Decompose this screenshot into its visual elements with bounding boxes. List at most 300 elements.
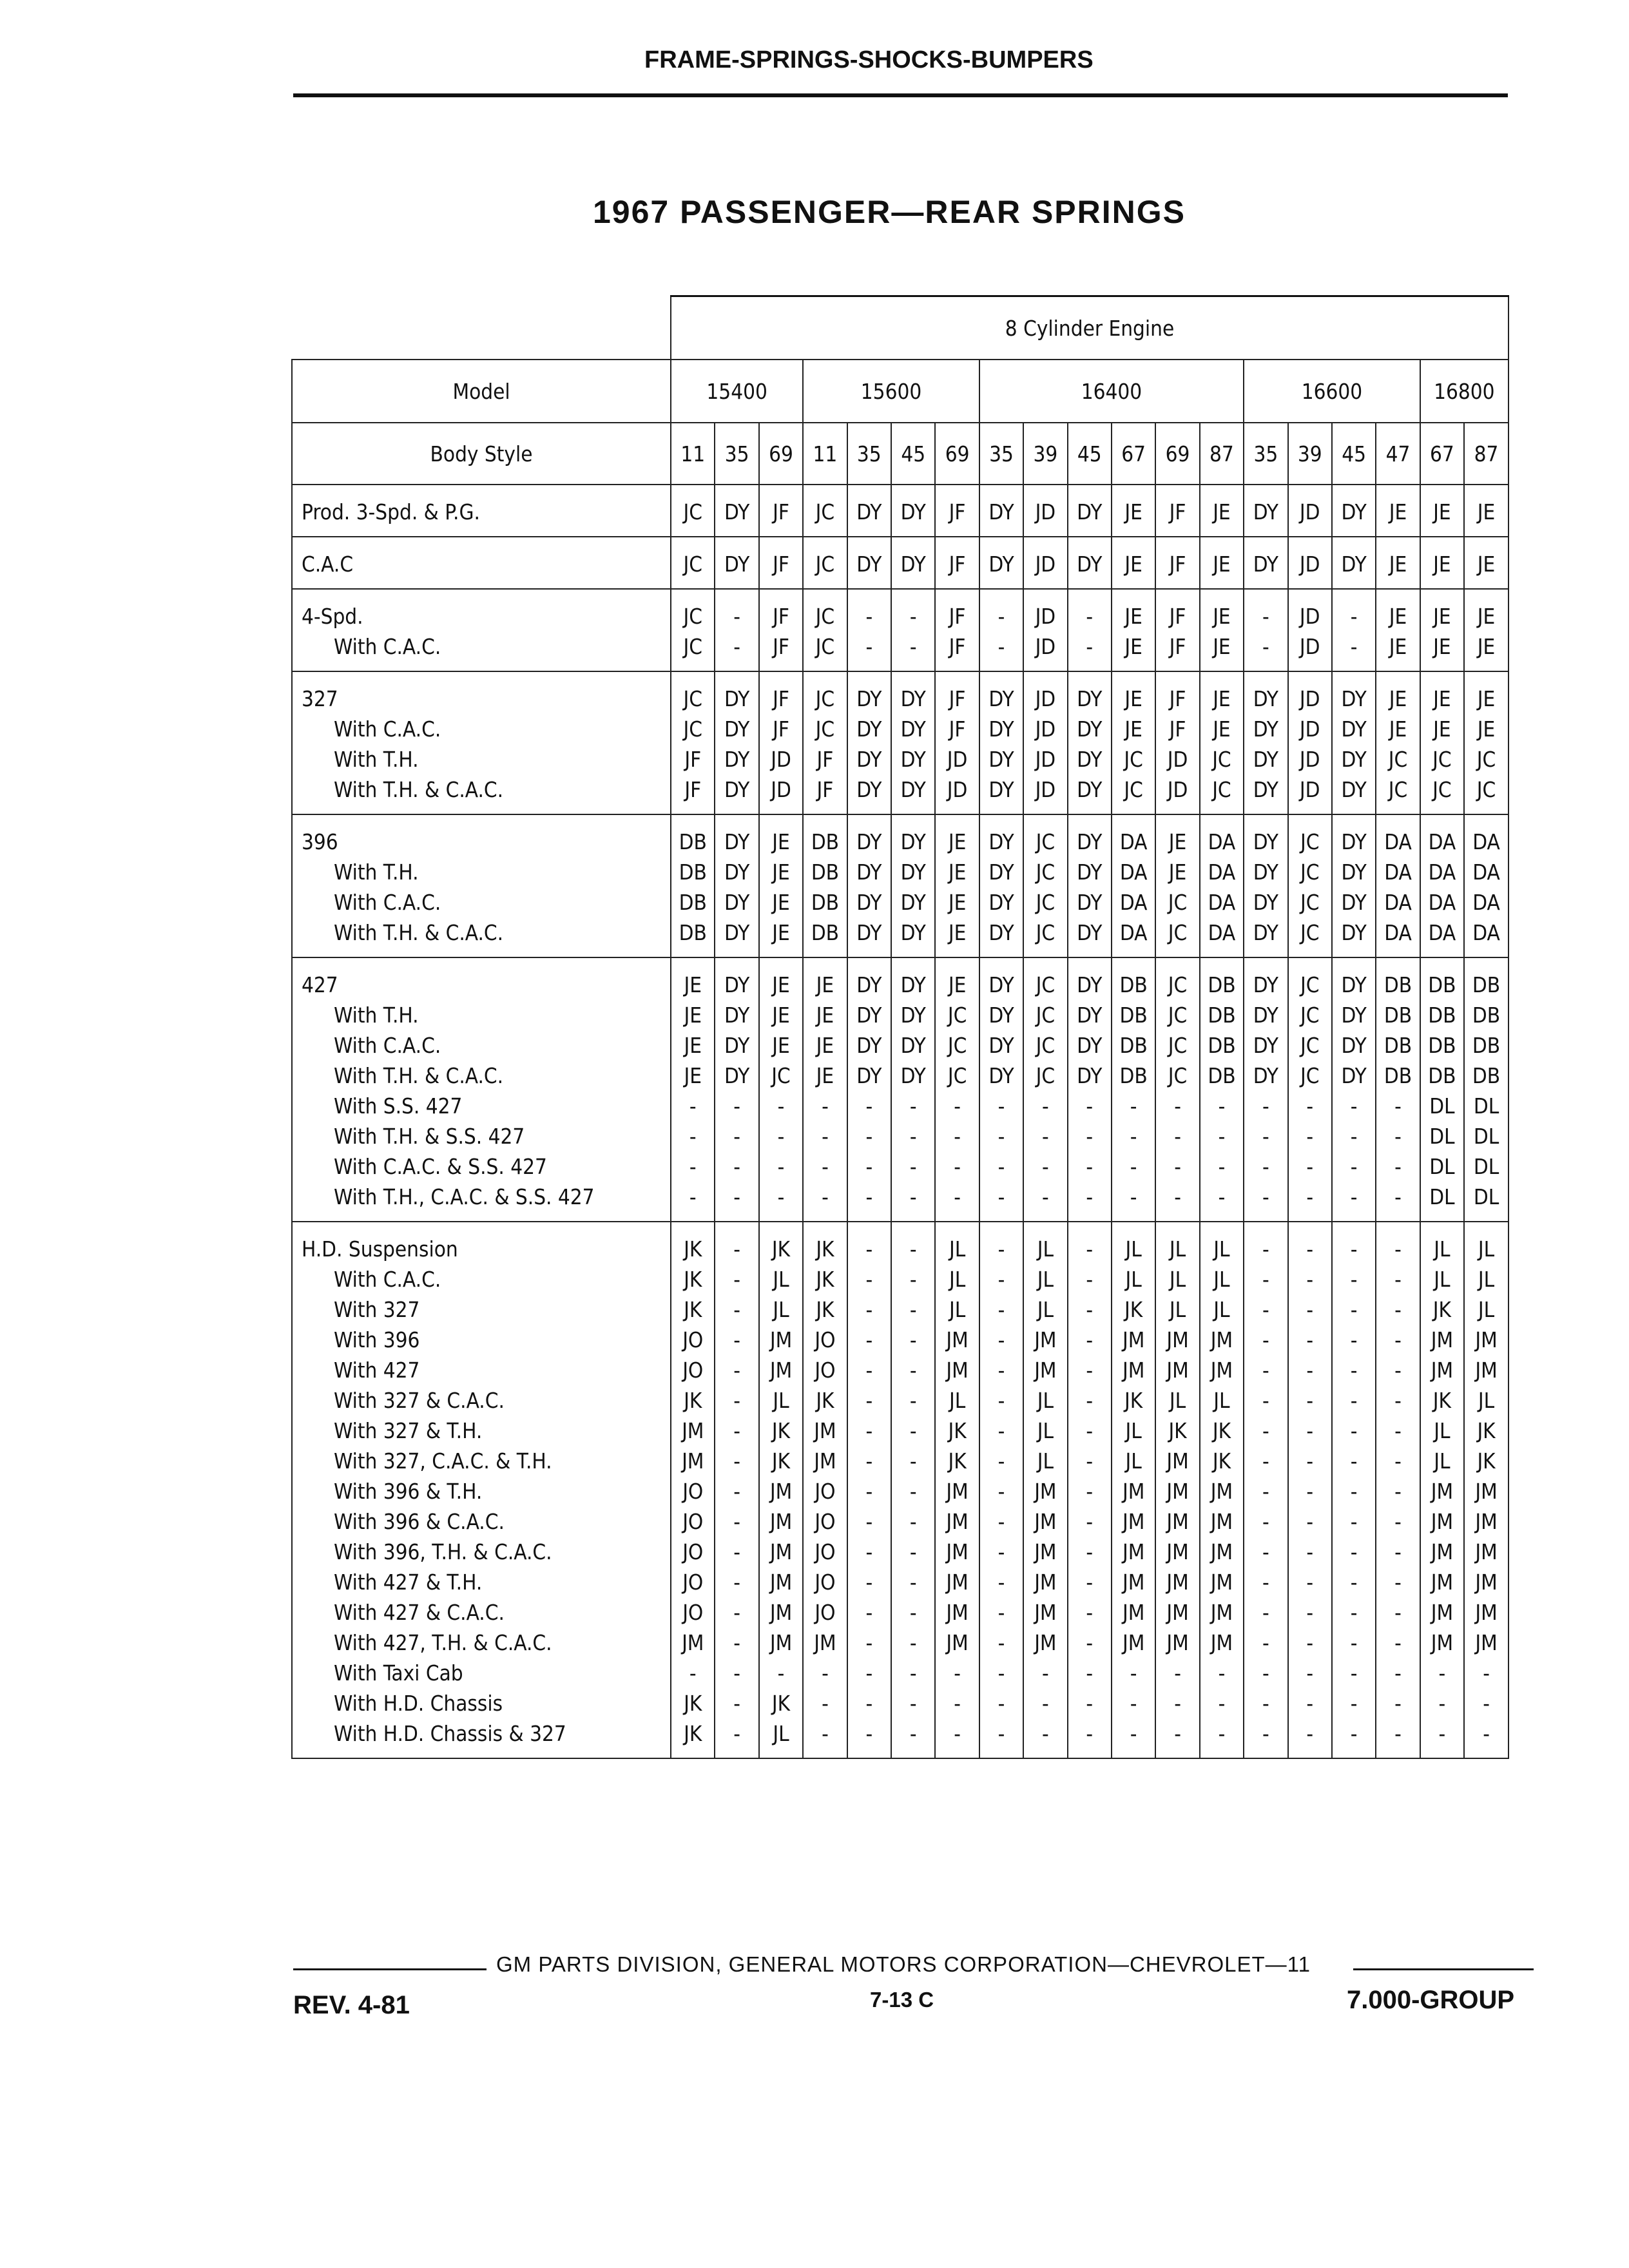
spring-code: JF [773,716,789,742]
spring-code: - [998,1297,1005,1322]
spring-code: JM [1166,1539,1189,1564]
spring-code-cell [1200,957,1244,1222]
row-label-line: With H.D. Chassis & 327 [334,1721,566,1746]
spring-code-cell [1376,814,1420,957]
spring-code-cell [891,814,935,957]
spring-code: JF [773,634,789,659]
spring-code: - [733,1691,740,1716]
spring-code: JE [1213,499,1231,524]
row-label-line: 4-Spd. [302,604,363,629]
spring-code: JC [1036,1003,1055,1028]
spring-code-cell [1464,589,1509,671]
spring-code: JL [1434,1236,1451,1262]
spring-code: - [998,1600,1005,1625]
spring-code: JL [773,1721,789,1746]
spring-code: JM [1210,1570,1233,1595]
spring-code-cell [979,537,1023,589]
spring-code-cell [715,537,758,589]
spring-code: JC [683,686,702,711]
spring-code: JM [1475,1539,1498,1564]
spring-code: JK [1124,1388,1143,1413]
spring-code: - [1262,634,1269,659]
spring-code: JM [946,1539,969,1564]
spring-code: JC [1036,1033,1055,1058]
spring-code: JO [815,1327,836,1352]
spring-code-cell [1332,957,1376,1222]
spring-code: JE [772,972,790,997]
spring-code-cell [1112,814,1155,957]
spring-code: JL [1037,1448,1054,1474]
spring-code: - [909,1600,917,1625]
spring-code: JM [1122,1509,1145,1534]
spring-code: - [1394,1691,1402,1716]
spring-code: DB [1208,972,1236,997]
table-row [292,485,1509,537]
spring-code: DB [1472,1003,1501,1028]
spring-code: - [733,1154,740,1179]
spring-code: JM [1431,1570,1454,1595]
spring-code: - [909,1539,917,1564]
spring-code-cell [1376,1222,1420,1758]
spring-code: JE [948,920,967,945]
spring-code: - [909,634,917,659]
spring-code: JL [1434,1448,1451,1474]
spring-code: JM [769,1630,793,1655]
spring-code-cell [1244,589,1287,671]
model-16400: 16400 [979,360,1244,423]
spring-code: - [1350,1539,1358,1564]
spring-code: JM [769,1479,793,1504]
spring-code: - [777,1660,785,1686]
spring-code: - [733,1479,740,1504]
spring-code: DY [988,686,1014,711]
spring-code: JF [949,686,966,711]
spring-code: JK [1432,1388,1451,1413]
spring-code: JC [815,716,835,742]
spring-code: - [733,1327,740,1352]
spring-code: JD [1035,552,1056,577]
spring-code: - [1174,1154,1181,1179]
spring-code: JK [771,1418,791,1443]
spring-code-cell [847,957,891,1222]
spring-code: - [733,634,740,659]
spring-code: - [865,1267,873,1292]
spring-code-cell [891,1222,935,1758]
spring-code: - [865,1448,873,1474]
spring-code: - [998,1509,1005,1534]
spring-code: - [1394,1358,1402,1383]
spring-code-cell [935,589,979,671]
spring-code: JC [1300,920,1320,945]
spring-code: JM [769,1570,793,1595]
spring-code-cell [1376,537,1420,589]
spring-code: JD [1299,634,1320,659]
spring-code: DY [900,499,926,524]
spring-code: JO [815,1479,836,1504]
spring-code: JF [684,747,702,772]
spring-code: JF [816,747,834,772]
spring-code: JM [1166,1600,1189,1625]
spring-code: - [733,1297,740,1322]
spring-code: - [1394,1297,1402,1322]
spring-code: - [733,1388,740,1413]
spring-code: JE [772,1003,790,1028]
spring-code: - [822,1721,829,1746]
spring-code: DY [900,686,926,711]
spring-code: - [1086,1479,1094,1504]
spring-code: - [998,1327,1005,1352]
spring-code: DY [724,552,750,577]
spring-code: - [733,1570,740,1595]
row-label-line: With C.A.C. & S.S. 427 [334,1154,547,1179]
spring-code: - [1350,1327,1358,1352]
spring-code: JF [773,499,789,524]
spring-code: JE [816,1003,834,1028]
spring-code: DB [1119,1003,1148,1028]
spring-code: - [865,1358,873,1383]
spring-code: - [865,1236,873,1262]
spring-code: JE [1389,552,1407,577]
spring-code: - [909,1660,917,1686]
spring-code: - [822,1154,829,1179]
table-row [292,957,1509,1222]
spring-code: - [865,1093,873,1119]
spring-code: - [1438,1660,1446,1686]
spring-code: JM [1431,1327,1454,1352]
spring-code: - [1218,1093,1226,1119]
spring-code: - [1262,1600,1269,1625]
spring-code: - [733,1721,740,1746]
spring-code: JM [1475,1630,1498,1655]
spring-code: DB [811,860,840,885]
spring-code: JK [816,1297,834,1322]
spring-code: JL [949,1236,966,1262]
spring-code: - [1306,1660,1314,1686]
spring-code-cell [1244,814,1287,957]
spring-code-cell [1420,589,1464,671]
row-label-line: Prod. 3-Spd. & P.G. [302,499,480,524]
spring-code: JO [682,1327,704,1352]
spring-code: JE [1124,686,1142,711]
spring-code-cell [891,671,935,814]
spring-code: - [1086,604,1094,629]
spring-code: DY [1341,829,1367,854]
spring-code: JE [684,1063,702,1088]
spring-code: JE [816,1033,834,1058]
spring-code: JM [682,1418,704,1443]
body-style-67: 67 [1112,423,1155,485]
footer-text: GM PARTS DIVISION, GENERAL MOTORS CORPORATION—CHEVROLET—11 [496,1952,1311,1976]
spring-code: JC [683,716,702,742]
spring-code-cell [979,1222,1023,1758]
spring-code-cell [671,814,715,957]
spring-code: JD [1167,747,1188,772]
row-label-line: With T.H. & S.S. 427 [334,1124,525,1149]
spring-code: - [1086,1327,1094,1352]
spring-code-cell [1244,957,1287,1222]
spring-code: DA [1208,920,1236,945]
spring-code: - [1262,1154,1269,1179]
spring-code: JE [1389,604,1407,629]
spring-code-cell [803,485,847,537]
spring-code-cell [759,957,803,1222]
spring-code: - [1483,1691,1490,1716]
spring-code: JD [1299,499,1320,524]
spring-code: - [1218,1660,1226,1686]
body-style-45: 45 [1068,423,1112,485]
spring-code: JD [1035,716,1056,742]
spring-code: JL [1037,1418,1054,1443]
spring-code: DY [1341,747,1367,772]
spring-code: - [1086,1418,1094,1443]
spring-code: JC [1168,1003,1188,1028]
spring-code: - [689,1124,697,1149]
spring-code: - [1262,1124,1269,1149]
spring-code: - [733,604,740,629]
spring-code: JM [769,1539,793,1564]
spring-code: - [1174,1660,1181,1686]
spring-code: JM [682,1448,704,1474]
spring-code: JL [1169,1267,1186,1292]
row-label-line: With 427 & T.H. [334,1570,483,1595]
spring-code: JM [769,1358,793,1383]
spring-code: DY [900,860,926,885]
footer-rule-right [1353,1968,1534,1970]
spring-code: - [1262,1297,1269,1322]
spring-code-cell [1068,485,1112,537]
spring-code: - [909,1388,917,1413]
spring-code: - [1350,1509,1358,1534]
spring-code: - [954,1721,961,1746]
spring-code: JE [1477,716,1496,742]
spring-code: - [954,1154,961,1179]
spring-code: DY [988,747,1014,772]
spring-code: DY [900,716,926,742]
spring-code: DY [724,1033,750,1058]
spring-code: - [1350,1448,1358,1474]
spring-code: DB [1472,1063,1501,1088]
spring-code-cell [1200,1222,1244,1758]
spring-code: DB [1208,1063,1236,1088]
spring-code: - [1174,1184,1181,1209]
spring-code: JK [1477,1448,1496,1474]
spring-code: JK [1168,1418,1187,1443]
spring-code-cell [1288,814,1332,957]
spring-code: JK [684,1267,702,1292]
spring-code: JE [948,972,967,997]
spring-code-cell [1288,589,1332,671]
spring-code: DB [811,890,840,915]
spring-code: JF [949,604,966,629]
spring-code: - [1306,1630,1314,1655]
spring-code: DL [1473,1124,1499,1149]
spring-code: JK [684,1691,702,1716]
spring-code: - [1262,604,1269,629]
spring-code: DY [900,777,926,802]
spring-code: DL [1429,1124,1455,1149]
spring-code: - [1306,1509,1314,1534]
spring-code: JM [814,1448,836,1474]
spring-code-cell [1155,671,1199,814]
spring-code: JD [1035,777,1056,802]
row-label-line: With 396 & C.A.C. [334,1509,505,1534]
spring-code: JM [1122,1630,1145,1655]
spring-code: DY [1077,890,1103,915]
spring-code-cell [671,671,715,814]
spring-code-cell [1464,814,1509,957]
spring-code: - [865,1388,873,1413]
spring-code: - [1306,1721,1314,1746]
spring-code: JE [1389,686,1407,711]
spring-code: DY [900,920,926,945]
spring-code: JE [1433,499,1451,524]
spring-code-cell [1244,671,1287,814]
spring-code: - [865,1570,873,1595]
spring-code: JL [1037,1267,1054,1292]
spring-code: - [1086,1660,1094,1686]
spring-code: JE [684,972,702,997]
spring-code: JF [684,777,702,802]
body-style-35: 35 [715,423,758,485]
spring-code: - [1086,634,1094,659]
spring-code: - [865,604,873,629]
spring-code: - [1262,1358,1269,1383]
spring-code: DB [1428,1063,1456,1088]
spring-code: JF [1169,604,1186,629]
spring-code: - [909,1236,917,1262]
spring-code: JE [772,829,790,854]
spring-code: DY [900,1033,926,1058]
spring-code: - [909,1479,917,1504]
spring-code-cell [847,1222,891,1758]
spring-code: - [1350,1388,1358,1413]
spring-code: - [865,1509,873,1534]
body-style-69: 69 [1155,423,1199,485]
spring-code: JL [1213,1388,1230,1413]
spring-code: JE [1477,499,1496,524]
spring-code: JM [946,1358,969,1383]
spring-code: JF [949,716,966,742]
spring-code: DB [1208,1033,1236,1058]
spring-code: - [998,1184,1005,1209]
spring-code-cell [715,814,758,957]
spring-code: DB [679,860,707,885]
spring-code: JM [1122,1479,1145,1504]
spring-code: JC [815,499,835,524]
spring-code: - [822,1691,829,1716]
spring-code: JF [949,552,966,577]
spring-code: JL [1434,1418,1451,1443]
spring-code: - [1130,1093,1137,1119]
spring-code: - [777,1093,785,1119]
spring-code: JC [1036,920,1055,945]
spring-code: JF [773,604,789,629]
spring-code: - [865,1630,873,1655]
body-style-35: 35 [847,423,891,485]
spring-code: - [1262,1479,1269,1504]
spring-code: JD [1299,716,1320,742]
spring-code: DA [1384,829,1412,854]
spring-code: - [1350,1184,1358,1209]
spring-code: - [1306,1600,1314,1625]
spring-code: JC [683,552,702,577]
spring-code: - [909,1721,917,1746]
spring-code: DB [1119,1033,1148,1058]
spring-code: DY [1253,747,1278,772]
row-label-line: With 396, T.H. & C.A.C. [334,1539,552,1564]
spring-code: - [733,1418,740,1443]
spring-code: - [909,1124,917,1149]
spring-code: JL [1213,1236,1230,1262]
spring-code: DY [988,890,1014,915]
spring-code-cell [1288,671,1332,814]
spring-code: - [909,1154,917,1179]
spring-code: JO [682,1539,704,1564]
revision-label: REV. 4-81 [293,1991,410,2019]
spring-code: JM [1210,1327,1233,1352]
row-label-line: With T.H. [334,1003,419,1028]
spring-code: - [1306,1154,1314,1179]
spring-code: JC [1168,890,1188,915]
spring-code-cell [759,537,803,589]
spring-code-cell [935,671,979,814]
spring-code: DY [1341,890,1367,915]
spring-code: - [1130,1660,1137,1686]
spring-code: JC [683,604,702,629]
spring-code: - [1262,1184,1269,1209]
header-rule [293,93,1508,97]
spring-code: JE [1124,634,1142,659]
spring-code: - [1438,1721,1446,1746]
spring-code: JK [1124,1297,1143,1322]
spring-code: - [1394,1093,1402,1119]
spring-code: - [909,1691,917,1716]
spring-code: JE [1168,829,1187,854]
spring-code: - [1350,1479,1358,1504]
spring-code: JL [1478,1388,1495,1413]
body-style-label: Body Style [292,423,671,485]
spring-code: DB [1208,1003,1236,1028]
spring-code: JM [1122,1539,1145,1564]
spring-code: - [1130,1721,1137,1746]
spring-code: - [1218,1721,1226,1746]
spring-code: - [1086,1509,1094,1534]
spring-code: - [1262,1448,1269,1474]
spring-code: JD [1299,777,1320,802]
spring-code: - [777,1184,785,1209]
spring-code: DB [679,890,707,915]
spring-code: JM [1122,1570,1145,1595]
row-label [292,1222,671,1758]
spring-code: DY [1253,920,1278,945]
spring-code: JM [946,1327,969,1352]
spring-code: DB [1428,972,1456,997]
spring-code: - [1394,1327,1402,1352]
body-style-67: 67 [1420,423,1464,485]
spring-code: JM [1122,1600,1145,1625]
spring-code: JK [948,1418,967,1443]
spring-code: - [909,1297,917,1322]
row-label-line: H.D. Suspension [302,1236,458,1262]
spring-code: JF [949,634,966,659]
spring-code: JC [1388,747,1408,772]
spring-code: - [1262,1691,1269,1716]
spring-code-cell [1376,589,1420,671]
spring-code: DB [1119,1063,1148,1088]
spring-code: - [909,1358,917,1383]
spring-code: - [822,1184,829,1209]
spring-code: JC [683,499,702,524]
